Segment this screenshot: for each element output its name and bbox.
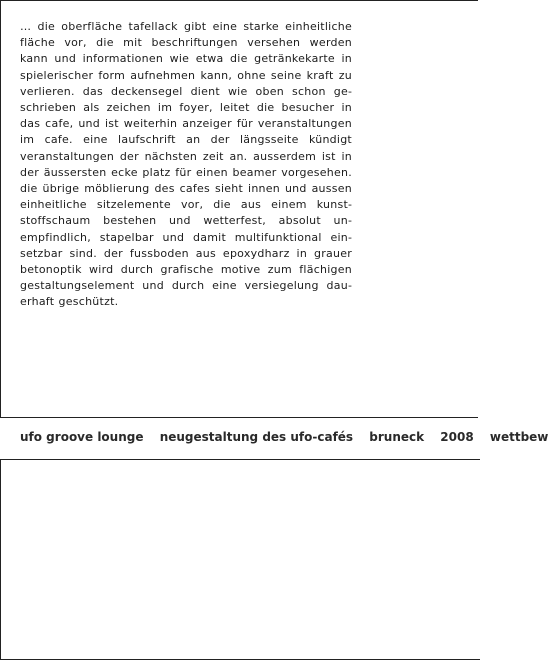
project-year: 2008 xyxy=(440,430,474,444)
project-subtitle: neugestaltung des ufo-cafés xyxy=(159,430,354,444)
project-type: wettbew xyxy=(489,430,549,444)
body-paragraph: … die oberfläche tafellack gibt eine starke einheitliche fläche vor, die mit beschriftungen versehen werden kann und informationen wie etwa die getränkekarte in spielerischer form aufnehmen kann, ohne seine kraft zu verlieren. das deckensegel dient wie oben schon geschrieben als zeichen im foyer, leitet die besucher in das cafe, und ist weiterhin anzeiger für veranstaltungen im cafe. eine laufschrift an der längsseite kündigt veranstaltungen der nächsten zeit an. ausserdem ist in der äussersten ecke platz für einen beamer vorgesehen. die übrige möblierung des cafes sieht innen und aussen einheitliche sitzelemente vor, die aus einem kunststoffschaum bestehen und wetterfest, absolut unempfindlich, stapelbar und damit multifunktional einsetzbar sind. der fussboden aus epoxydharz in grauer betonoptik wird durch grafische motive zum flächigen gestaltungselement und durch eine versiegelung dauerhaft geschützt. xyxy=(20,20,352,309)
project-place: bruneck xyxy=(369,430,425,444)
project-caption-strip xyxy=(20,429,560,445)
lower-image-panel xyxy=(0,459,480,660)
project-title: ufo groove lounge xyxy=(20,430,144,444)
